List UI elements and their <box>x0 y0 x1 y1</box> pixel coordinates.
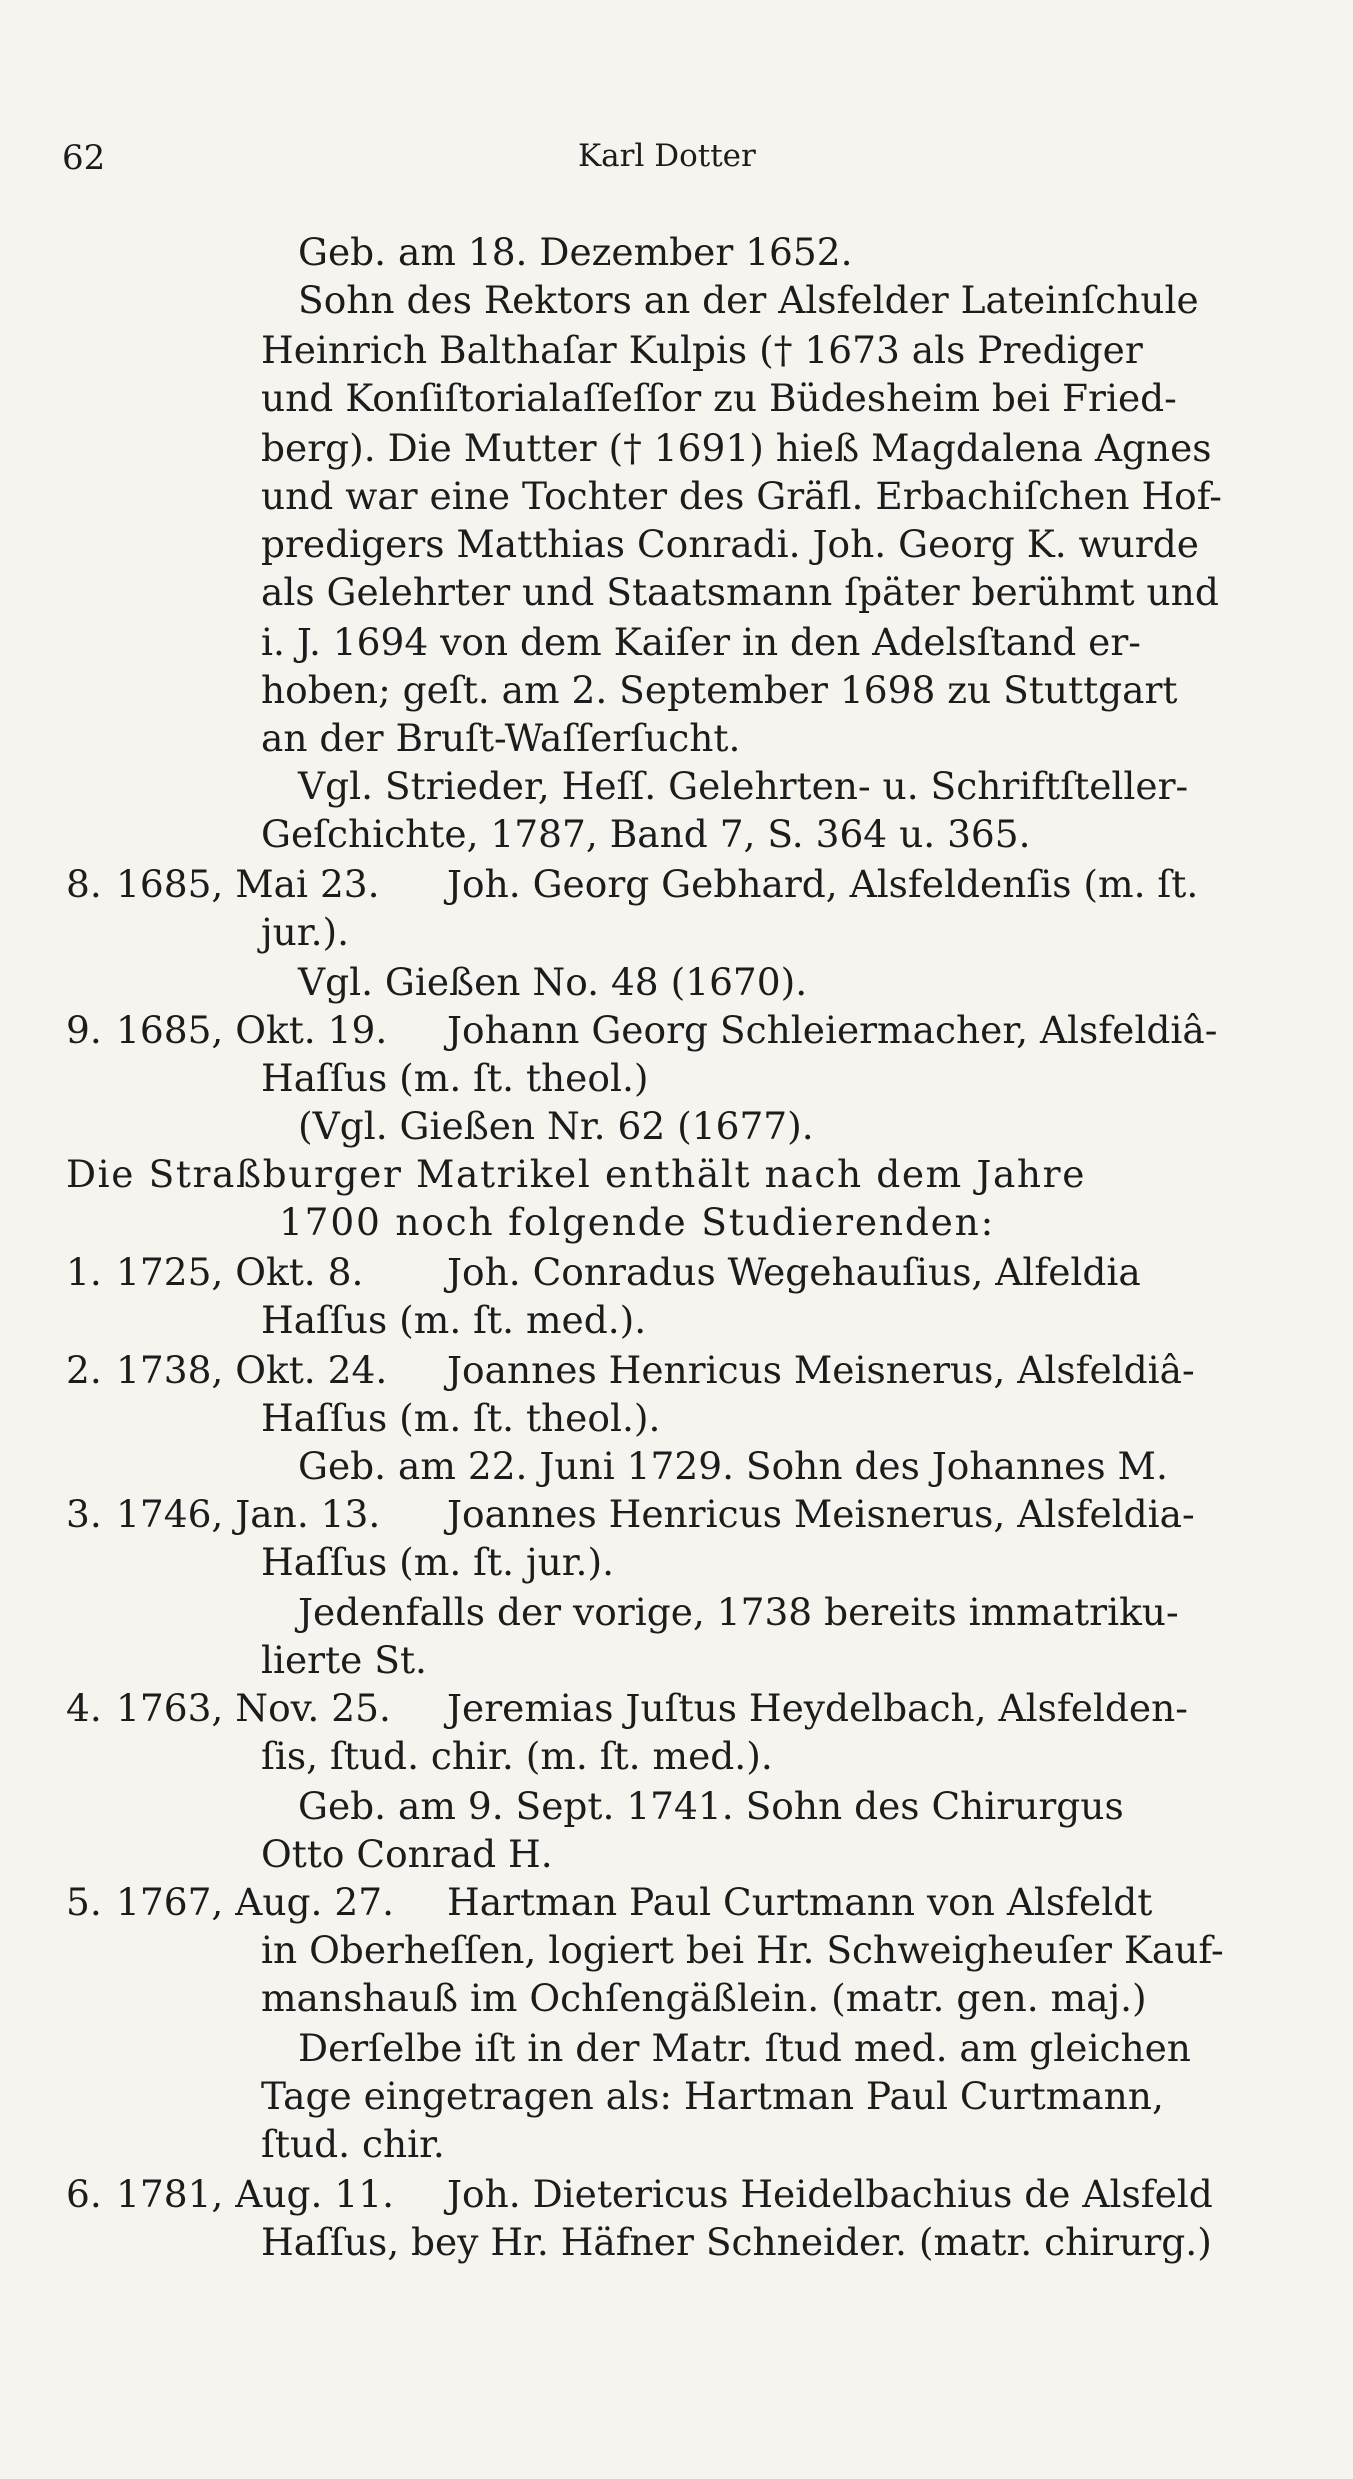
bio-line: und Konſiſtorialaſſeſſor zu Büdesheim bei Fried- <box>261 376 1177 420</box>
entry-number: 8. <box>66 862 102 906</box>
page-number: 62 <box>62 138 106 178</box>
entry-text: Joannes Henricus Meisnerus, Alsfeldiâ- <box>447 1348 1195 1392</box>
entry-text: manshauß im Ochſengäßlein. (matr. gen. maj.) <box>261 1976 1147 2020</box>
entry-text: jur.). <box>261 910 350 954</box>
entry-number: 3. <box>66 1492 102 1536</box>
entry-date: 1738, Okt. 24. <box>116 1348 388 1392</box>
entry-number: 4. <box>66 1686 102 1730</box>
bio-line: hoben; geſt. am 2. September 1698 zu Stuttgart <box>261 668 1178 712</box>
entry-text: Haſſus (m. ſt. med.). <box>261 1298 647 1342</box>
entry-date: 1685, Okt. 19. <box>116 1008 388 1052</box>
entry-note: Derſelbe iſt in der Matr. ſtud med. am gleichen <box>298 2026 1191 2070</box>
entry-text: in Oberheſſen, logiert bei Hr. Schweigheuſer Kauf- <box>261 1928 1224 1972</box>
entry-text: Joh. Dietericus Heidelbachius de Alsfeld <box>447 2172 1213 2216</box>
entry-note: Vgl. Gießen No. 48 (1670). <box>298 960 808 1004</box>
reference-line: Vgl. Strieder, Heſſ. Gelehrten- u. Schriftſteller- <box>298 764 1189 808</box>
entry-date: 1725, Okt. 8. <box>116 1250 364 1294</box>
entry-number: 1. <box>66 1250 102 1294</box>
entry-number: 6. <box>66 2172 102 2216</box>
entry-number: 5. <box>66 1880 102 1924</box>
bio-line: als Gelehrter und Staatsmann ſpäter berühmt und <box>261 570 1219 614</box>
entry-text: Johann Georg Schleiermacher, Alsfeldiâ- <box>447 1008 1218 1052</box>
entry-note: Geb. am 22. Juni 1729. Sohn des Johannes M. <box>298 1444 1168 1488</box>
entry-number: 2. <box>66 1348 102 1392</box>
bio-line: Heinrich Balthaſar Kulpis († 1673 als Prediger <box>261 328 1143 372</box>
entry-text: Joh. Georg Gebhard, Alsfeldenſis (m. ſt. <box>447 862 1199 906</box>
bio-line: berg). Die Mutter († 1691) hieß Magdalena Agnes <box>261 426 1212 470</box>
entry-text: Haſſus (m. ſt. theol.). <box>261 1396 661 1440</box>
entry-text: Haſſus, bey Hr. Häfner Schneider. (matr. chirurg.) <box>261 2220 1212 2264</box>
entry-date: 1767, Aug. 27. <box>116 1880 394 1924</box>
entry-text: Haſſus (m. ſt. theol.) <box>261 1056 649 1100</box>
entry-text: Joannes Henricus Meisnerus, Alsfeldia- <box>447 1492 1195 1536</box>
entry-text: Haſſus (m. ſt. jur.). <box>261 1540 615 1584</box>
entry-note: ſtud. chir. <box>261 2122 445 2166</box>
entry-text: Joh. Conradus Wegehauſius, Alfeldia <box>447 1250 1141 1294</box>
entry-number: 9. <box>66 1008 102 1052</box>
section-heading-line: 1700 noch folgende Studierenden: <box>279 1200 996 1244</box>
birth-line: Geb. am 18. Dezember 1652. <box>298 230 853 274</box>
entry-note: Jedenfalls der vorige, 1738 bereits immatriku- <box>298 1590 1179 1634</box>
bio-line: Sohn des Rektors an der Alsfelder Lateinſchule <box>298 278 1199 322</box>
entry-note: lierte St. <box>261 1638 427 1682</box>
entry-note: Tage eingetragen als: Hartman Paul Curtmann, <box>261 2074 1164 2118</box>
bio-line: und war eine Tochter des Gräfl. Erbachiſchen Hof- <box>261 474 1222 518</box>
entry-text: Jeremias Juſtus Heydelbach, Alsfelden- <box>447 1686 1188 1730</box>
running-title: Karl Dotter <box>578 138 756 174</box>
entry-note: Geb. am 9. Sept. 1741. Sohn des Chirurgus <box>298 1784 1124 1828</box>
page-header <box>62 138 1273 188</box>
entry-date: 1685, Mai 23. <box>116 862 380 906</box>
entry-text: ſis, ſtud. chir. (m. ſt. med.). <box>261 1734 773 1778</box>
entry-date: 1781, Aug. 11. <box>116 2172 394 2216</box>
entry-note: (Vgl. Gießen Nr. 62 (1677). <box>298 1104 814 1148</box>
entry-text: Hartman Paul Curtmann von Alsfeldt <box>447 1880 1153 1924</box>
entry-note: Otto Conrad H. <box>261 1832 553 1876</box>
bio-line: i. J. 1694 von dem Kaiſer in den Adelsſtand er- <box>261 620 1141 664</box>
entry-date: 1746, Jan. 13. <box>116 1492 381 1536</box>
entry-date: 1763, Nov. 25. <box>116 1686 391 1730</box>
section-heading-line: Die Straßburger Matrikel enthält nach dem Jahre <box>66 1152 1086 1196</box>
bio-line: an der Bruſt-Waſſerſucht. <box>261 716 741 760</box>
reference-line: Geſchichte, 1787, Band 7, S. 364 u. 365. <box>261 812 1031 856</box>
bio-line: predigers Matthias Conradi. Joh. Georg K. wurde <box>261 522 1199 566</box>
